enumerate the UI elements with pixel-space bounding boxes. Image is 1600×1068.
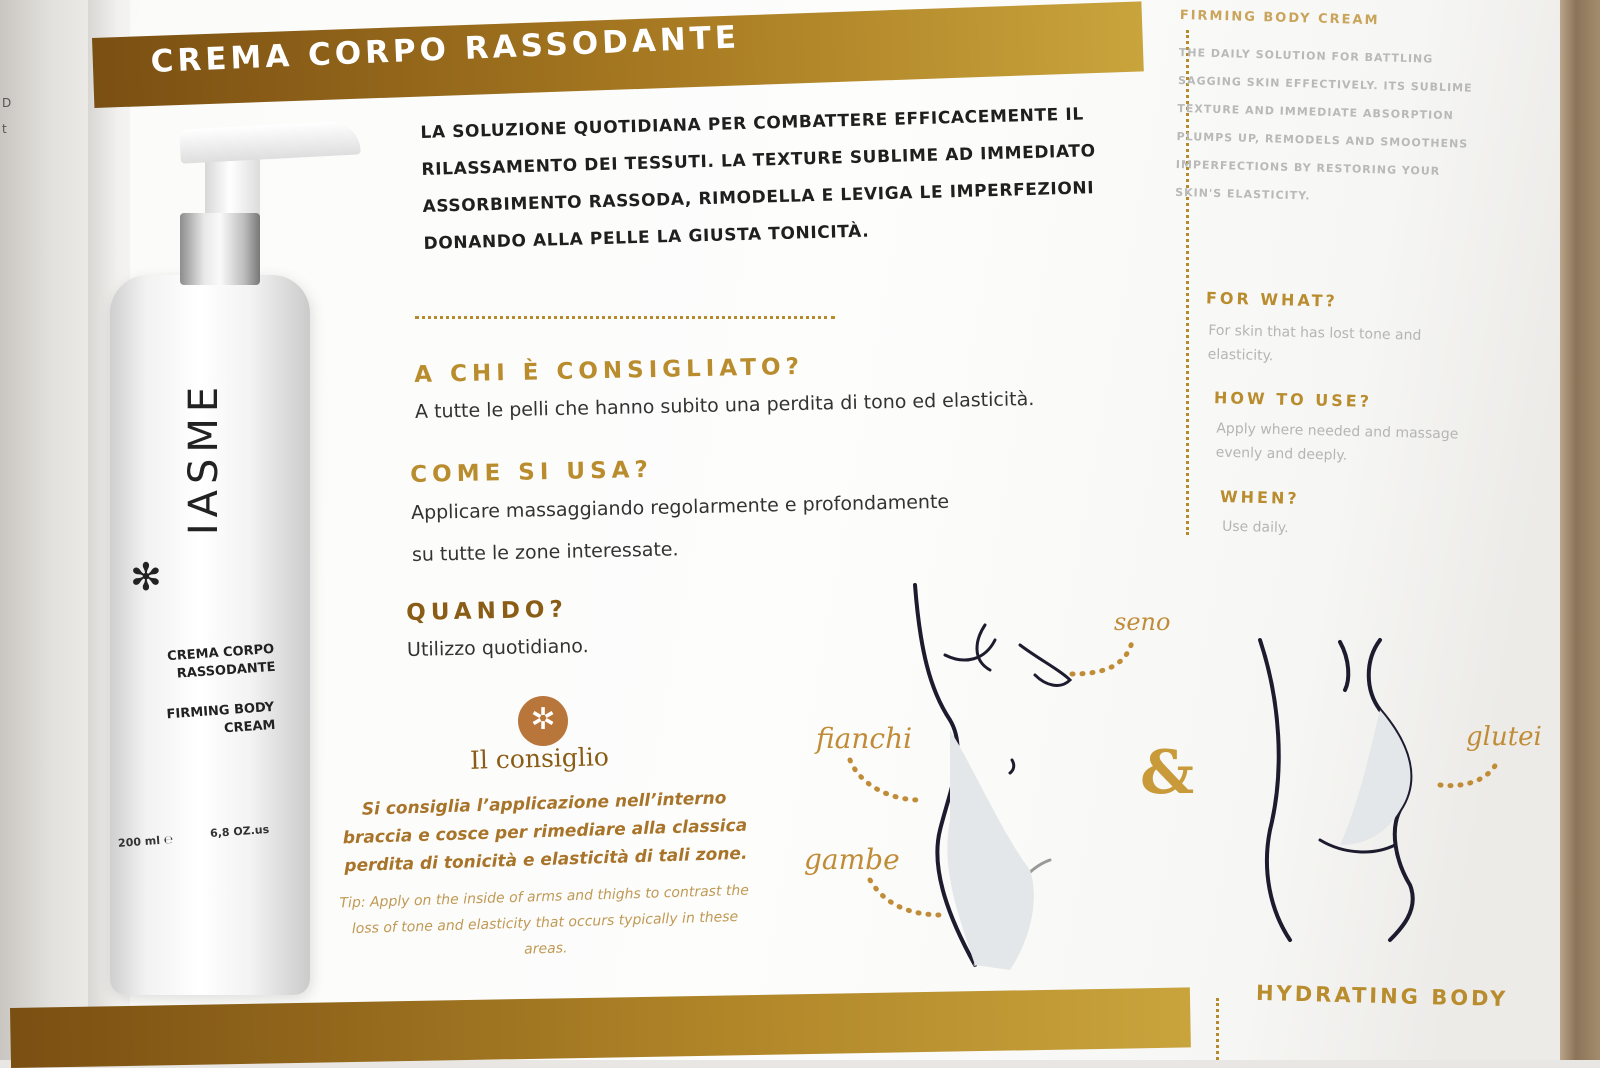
next-section-title: HYDRATING BODY: [1255, 980, 1509, 1012]
label-glutei: glutei: [1466, 722, 1542, 752]
ampersand-symbol: &: [1140, 738, 1195, 808]
flower-icon: ✻: [130, 555, 162, 599]
english-for-what-body: For skin that has lost tone and elasticity.: [1207, 322, 1422, 365]
tip-text: Si consiglia l’applicazione nell’interno braccia e cosce per rimediare alla classica perdita di tonicità e elasticità di tali zone.: [342, 788, 748, 877]
bottle-label-italian: CREMA CORPO RASSODANTE: [166, 641, 276, 682]
section-how: [410, 451, 950, 576]
section-how-line: Applicare massaggiando regolarmente e profondamente: [410, 490, 950, 524]
section-when-body: Utilizzo quotidiano.: [406, 635, 589, 661]
bottle-pump: [179, 120, 361, 163]
wooden-table-edge: [1560, 0, 1600, 1060]
bottle-collar: [180, 213, 260, 285]
back-torso-shading: [1340, 710, 1410, 845]
english-when-title: WHEN?: [1219, 487, 1300, 508]
bottle-neck: [205, 155, 260, 217]
label-gambe: gambe: [804, 843, 900, 876]
english-for-what-title: FOR WHAT?: [1205, 288, 1339, 311]
english-column: [1175, 8, 1480, 215]
dotted-divider: [415, 316, 835, 319]
brand-logo-text: IASME: [181, 380, 227, 536]
tip-english: Tip: Apply on the inside of arms and thighs to contrast the loss of tone and elasticity that occurs typically in these areas.: [339, 882, 750, 958]
tip-heading: Il consiglio: [469, 742, 610, 775]
bottle-volume-ml: 200 ml ℮: [117, 833, 174, 850]
edge-letter: t: [2, 122, 7, 136]
english-how-title: HOW TO USE?: [1213, 388, 1373, 411]
previous-page-edge: [2, 90, 11, 142]
edge-letter: D: [2, 96, 12, 110]
section-how-title: COME SI USA?: [410, 456, 654, 488]
bottle-label-english: FIRMING BODY CREAM: [166, 699, 276, 737]
bottle-volume-oz: 6,8 OZ.us: [209, 822, 270, 841]
page-title: CREMA CORPO RASSODANTE: [150, 19, 741, 80]
section-who-body: A tutte le pelli che hanno subito una perdita di tono ed elasticità.: [414, 388, 1035, 423]
section-who-title: A CHI È CONSIGLIATO?: [414, 353, 805, 388]
english-description: THE DAILY SOLUTION FOR BATTLING SAGGING SKIN EFFECTIVELY. ITS SUBLIME TEXTURE AND IMMEDIATE ABSORPTION PLUMPS UP, REMODELS AND SMOOTHENS IMPERFECTIONS BY RESTORING YOUR SKIN'S ELASTICITY.: [1175, 45, 1473, 203]
english-title: FIRMING BODY CREAM: [1179, 8, 1380, 29]
section-when-title: QUANDO?: [406, 596, 569, 626]
section-when: [406, 596, 589, 670]
section-who: [414, 349, 1035, 432]
section-how-body: [411, 481, 951, 576]
label-fianchi: fianchi: [816, 722, 913, 755]
english-when-body: Use daily.: [1221, 518, 1289, 537]
label-seno: seno: [1114, 608, 1171, 636]
next-column-dotted-line: [1216, 998, 1219, 1060]
section-how-line: su tutte le zone interessate.: [411, 538, 679, 566]
intro-paragraph: LA SOLUZIONE QUOTIDIANA PER COMBATTERE EFFICACEMENTE IL RILASSAMENTO DEI TESSUTI. LA TEXTURE SUBLIME AD IMMEDIATO ASSORBIMENTO RASSODA, RIMODELLA E LEVIGA LE IMPERFEZIONI DONANDO ALLA PELLE LA GIUSTA TONICITÀ.: [420, 104, 1096, 254]
english-how-body: Apply where needed and massage evenly and deeply.: [1215, 420, 1459, 464]
tip-star-icon: ✲: [518, 696, 568, 746]
